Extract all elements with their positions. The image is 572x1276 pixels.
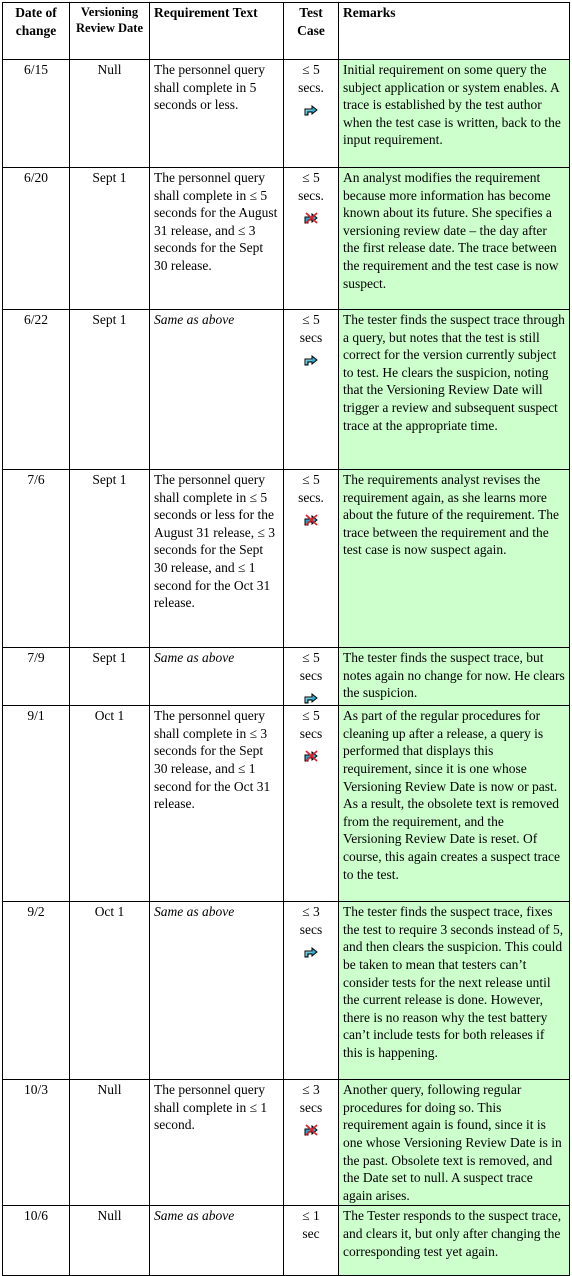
header-date-of-change: Date of change — [3, 3, 70, 60]
remarks-cell: The requirements analyst revises the requirement again, as she learns more about the future of the requirement. The trace between the requirement and the test case is now suspect again. — [339, 470, 570, 648]
test-case-threshold-text: ≤ 5 — [302, 312, 320, 327]
date-cell: 6/20 — [3, 168, 70, 310]
requirement-text-cell: The personnel query shall complete in ≤ 5 seconds or less for the August 31 release, ≤ 3 seconds for the Sept 30 release, and ≤ 1 second for the Oct 31 release. — [150, 470, 284, 648]
test-case-threshold-text: ≤ 5 — [302, 708, 320, 724]
review-date-cell: Null — [70, 60, 150, 168]
trace-ok-icon — [303, 102, 319, 116]
test-case-threshold-text: secs. — [298, 489, 324, 505]
remarks-cell: The tester finds the suspect trace, fixes the test to require 3 seconds instead of 5, and then clears the suspicion. This could be taken to mean that testers can’t consider tests for the next release until the current release is done. However, there is no reason why the test battery can’t include tests for both releases if this is happening. — [339, 902, 570, 1080]
test-case-cell — [284, 168, 339, 310]
review-date-cell: Oct 1 — [70, 706, 150, 902]
date-cell: 9/2 — [3, 902, 70, 1080]
remarks-cell: The tester finds the suspect trace through a query, but notes that the test is still correct for the version currently subject to test. He clears the suspicion, noting that the Versioning Review Date will trigger a review and subsequent suspect trace at the appropriate time. — [339, 310, 570, 470]
table-row — [3, 310, 570, 470]
table-row — [3, 168, 570, 310]
requirement-text-cell: The personnel query shall complete in ≤ 1 second. — [150, 1080, 284, 1206]
remarks-cell: The Tester responds to the suspect trace, and clears it, but only after changing the corresponding test yet again. — [339, 1206, 570, 1276]
table-row — [3, 470, 570, 648]
test-case-threshold-text: ≤ 5 — [302, 472, 320, 487]
requirements-trace-table — [2, 2, 570, 1276]
requirement-text-cell: The personnel query shall complete in ≤ 5 seconds for the August 31 release, and ≤ 3 seconds for the Sept 30 release. — [150, 168, 284, 310]
trace-ok-icon — [303, 690, 319, 704]
test-case-threshold-text: ≤ 3 — [302, 1082, 320, 1098]
remarks-cell: Another query, following regular procedures for doing so. This requirement again is found, since it is one whose Versioning Review Date is in the past. Obsolete text is removed, and the Date set to null. A suspect trace again arises. — [339, 1080, 570, 1206]
header-requirement-text: Requirement Text — [150, 3, 284, 60]
trace-suspect-icon — [303, 1122, 319, 1136]
test-case-threshold-text: secs — [299, 725, 323, 741]
header-test-case: Test Case — [284, 3, 339, 60]
test-case-threshold-text: secs — [299, 1099, 323, 1115]
review-date-cell: Sept 1 — [70, 168, 150, 310]
header-remarks: Remarks — [339, 3, 570, 60]
review-date-cell: Oct 1 — [70, 902, 150, 1080]
remarks-cell: The tester finds the suspect trace, but notes again no change for now. He clears the suspicion. — [339, 648, 570, 706]
trace-suspect-icon — [303, 512, 319, 526]
table-row — [3, 706, 570, 902]
test-case-cell — [284, 470, 339, 648]
review-date-cell: Sept 1 — [70, 648, 150, 706]
date-cell: 7/6 — [3, 470, 70, 648]
table-row — [3, 1206, 570, 1276]
requirement-text-cell: Same as above — [150, 310, 284, 470]
review-date-cell: Null — [70, 1206, 150, 1276]
review-date-cell: Sept 1 — [70, 310, 150, 470]
requirement-text-cell: Same as above — [150, 902, 284, 1080]
test-case-cell — [284, 706, 339, 902]
header-versioning-review-date: Versioning Review Date — [70, 3, 150, 60]
test-case-threshold-text: sec — [302, 1225, 320, 1241]
test-case-threshold-text: ≤ 5 — [302, 650, 320, 665]
table-row — [3, 648, 570, 706]
test-case-threshold-text: ≤ 1 — [302, 1208, 320, 1224]
remarks-cell: As part of the regular procedures for cleaning up after a release, a query is performed that displays this requirement, since it is one whose Versioning Review Date is now or past. As a result, the obsolete text is removed from the requirement, and the Versioning Review Date is reset. Of course, this again creates a suspect trace to the test. — [339, 706, 570, 902]
date-cell: 10/6 — [3, 1206, 70, 1276]
test-case-threshold-text: secs — [299, 921, 323, 937]
test-case-threshold-text: ≤ 5 — [302, 62, 320, 77]
test-case-cell — [284, 60, 339, 168]
test-case-threshold-text: ≤ 3 — [302, 904, 320, 920]
requirement-text-cell: The personnel query shall complete in ≤ 3 seconds for the Sept 30 release, and ≤ 1 second for the Oct 31 release. — [150, 706, 284, 902]
date-cell: 6/15 — [3, 60, 70, 168]
remarks-cell: Initial requirement on some query the subject application or system enables. A trace is established by the test author when the test case is written, back to the input requirement. — [339, 60, 570, 168]
test-case-threshold-text: secs — [299, 667, 323, 683]
table-row — [3, 1080, 570, 1206]
trace-ok-icon — [303, 944, 319, 958]
requirement-text-cell: The personnel query shall complete in 5 seconds or less. — [150, 60, 284, 168]
date-cell: 6/22 — [3, 310, 70, 470]
requirement-text-cell: Same as above — [150, 1206, 284, 1276]
test-case-cell — [284, 902, 339, 1080]
date-cell: 10/3 — [3, 1080, 70, 1206]
table-row — [3, 60, 570, 168]
test-case-threshold-text: secs. — [298, 187, 324, 203]
review-date-cell: Sept 1 — [70, 470, 150, 648]
review-date-cell: Null — [70, 1080, 150, 1206]
test-case-cell — [284, 310, 339, 470]
test-case-threshold-text: secs — [299, 329, 323, 345]
remarks-cell: An analyst modifies the requirement because more information has become known about its future. She specifies a versioning review date – the day after the first release date. The trace between the requirement and the test case is now suspect. — [339, 168, 570, 310]
table-row — [3, 902, 570, 1080]
date-cell: 9/1 — [3, 706, 70, 902]
test-case-cell — [284, 648, 339, 706]
test-case-threshold-text: ≤ 5 — [302, 170, 320, 185]
trace-ok-icon — [303, 352, 319, 366]
date-cell: 7/9 — [3, 648, 70, 706]
test-case-cell — [284, 1080, 339, 1206]
test-case-threshold-text: secs. — [298, 79, 324, 95]
trace-suspect-icon — [303, 748, 319, 762]
table-header-row — [3, 3, 570, 60]
requirement-text-cell: Same as above — [150, 648, 284, 706]
trace-suspect-icon — [303, 210, 319, 224]
test-case-cell — [284, 1206, 339, 1276]
